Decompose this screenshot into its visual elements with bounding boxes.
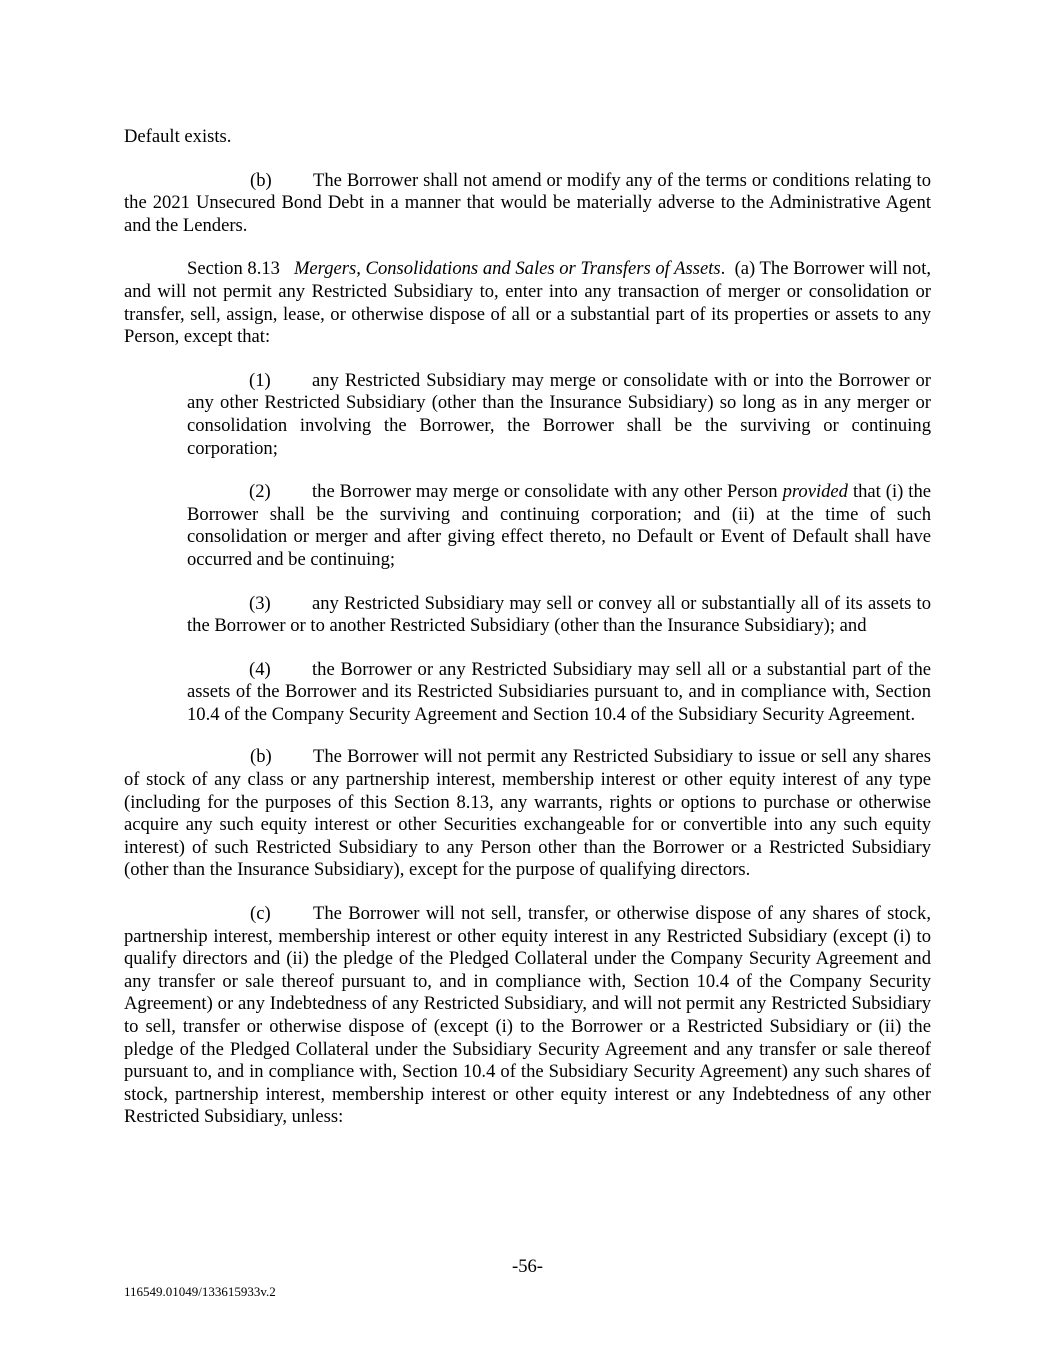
- subclause-3: [187, 593, 931, 638]
- subclause-label: (4): [249, 658, 271, 680]
- subclause-text: the Borrower or any Restricted Subsidiary may sell all or a substantial part of the assets of the Borrower and its Restricted Subsidiaries pursuant to, and in compliance with, Section 10.4 of the Company Security Agreement and Section 10.4 of the Subsidiary Security Agreement.: [187, 658, 931, 725]
- document-body: [124, 126, 931, 1129]
- subclause-label: (1): [249, 369, 271, 391]
- paragraph-text: The Borrower will not permit any Restricted Subsidiary to issue or sell any shares of stock of any class or any partnership interest, membership interest or other equity interest of any type (including for the purposes of this Section 8.13, any warrants, rights or options to purchase or otherwise acquire any such equity interest or other Securities exchangeable for or convertible into any such equity interest) of such Restricted Subsidiary to any Person other than the Borrower or a Restricted Subsidiary (other than the Insurance Subsidiary), except for the purpose of qualifying directors.: [124, 746, 931, 881]
- subclause-4: [187, 659, 931, 727]
- paragraph-label: (b): [250, 169, 272, 191]
- subclause-label: (3): [249, 592, 271, 614]
- subclause-label: (2): [249, 481, 271, 503]
- paragraph-default-exists: [124, 126, 931, 149]
- section-title-period: .: [720, 258, 726, 280]
- paragraph-c-dispose-shares: [124, 903, 931, 1129]
- paragraph-label: (c): [250, 903, 271, 925]
- provided-term: provided: [782, 481, 848, 503]
- paragraph-b-bond-debt: [124, 170, 931, 238]
- paragraph-label: (b): [250, 746, 272, 768]
- paragraph-b-stock-issuance: [124, 746, 931, 882]
- subclause-1: [187, 370, 931, 460]
- subclause-text: any Restricted Subsidiary may sell or convey all or substantially all of its assets to the Borrower or to another Restricted Subsidiary (other than the Insurance Subsidiary); and: [187, 592, 931, 637]
- subclause-text: any Restricted Subsidiary may merge or consolidate with or into the Borrower or any other Restricted Subsidiary (other than the Insurance Subsidiary) so long as in any merger or consolidation involving the Borrower, the Borrower shall be the surviving or continuing corporation;: [187, 369, 931, 459]
- paragraph-text: The Borrower shall not amend or modify any of the terms or conditions relating to the 2021 Unsecured Bond Debt in a manner that would be materially adverse to the Administrative Agent and the Lenders.: [124, 169, 931, 236]
- subclause-text: the Borrower may merge or consolidate with any other Person: [312, 481, 778, 503]
- section-number: Section 8.13: [187, 258, 280, 280]
- page-number: -56-: [512, 1256, 543, 1277]
- subclause-2: [187, 481, 931, 571]
- subclause-text-continued: that (i) the Borrower shall be the surviving and continuing corporation; and (ii) at the time of such consolidation or merger and after giving effect thereto, no Default or Event of Default shall have occurred and be continuing;: [187, 481, 932, 570]
- paragraph-text: (a) The Borrower will not, and will not permit any Restricted Subsidiary to, enter into any transaction of merger or consolidation or transfer, sell, assign, lease, or otherwise dispose of all or a substantial part of its properties or assets to any Person, except that:: [124, 258, 932, 348]
- paragraph-text: The Borrower will not sell, transfer, or otherwise dispose of any shares of stock, partnership interest, membership interest or other equity interest in any Restricted Subsidiary (except (i) to qualify directors and (ii) the pledge of the Pledged Collateral under the Company Security Agreement and any transfer or sale thereof pursuant to, and in compliance with, Section 10.4 of the Company Security Agreement) or any Indebtedness of any Restricted Subsidiary, and will not permit any Restricted Subsidiary to sell, transfer or otherwise dispose of (except (i) to the Borrower or a Restricted Subsidiary or (ii) the pledge of the Pledged Collateral under the Subsidiary Security Agreement and any transfer or sale thereof pursuant to, and in compliance with, Section 10.4 of the Subsidiary Security Agreement) any such shares of stock, partnership interest, membership interest or other equity interest or any Indebtedness of any other Restricted Subsidiary, unless:: [124, 903, 931, 1128]
- section-8-13-heading-paragraph: [124, 258, 931, 348]
- paragraph-text: Default exists.: [124, 126, 232, 147]
- document-id: 116549.01049/133615933v.2: [124, 1284, 276, 1299]
- section-title: Mergers, Consolidations and Sales or Transfers of Assets: [293, 258, 721, 280]
